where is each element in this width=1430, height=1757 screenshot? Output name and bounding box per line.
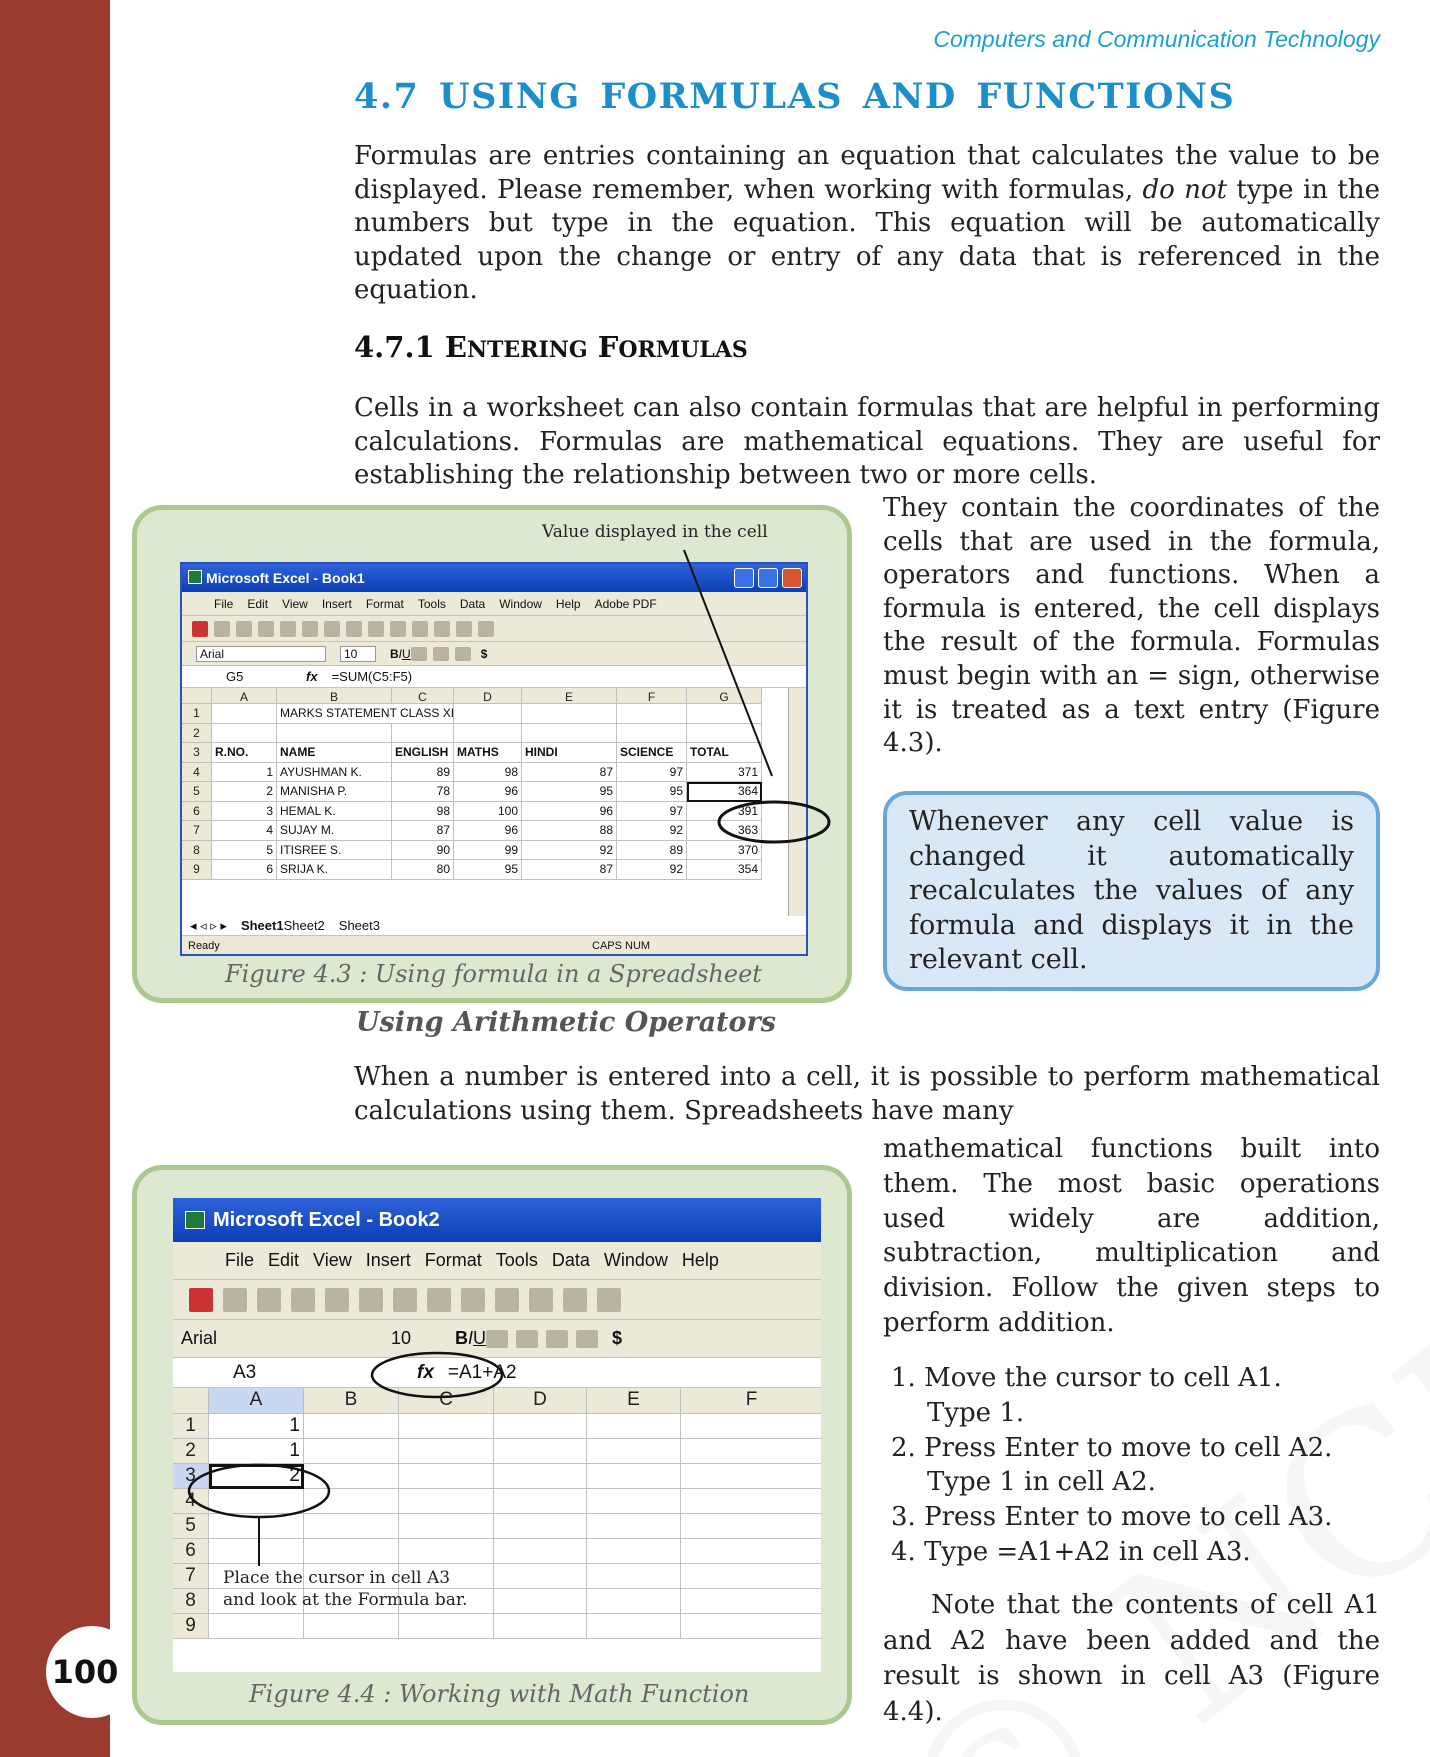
table-cell[interactable]: 96 <box>454 821 522 841</box>
row-header-7[interactable]: 7 <box>182 821 212 841</box>
table-cell[interactable]: 88 <box>522 821 617 841</box>
row-header-6[interactable]: 6 <box>173 1539 209 1564</box>
font-select[interactable]: Arial <box>196 646 326 662</box>
menu-data[interactable]: Data <box>551 1250 590 1270</box>
bold-button[interactable]: B <box>455 1328 468 1348</box>
arithmetic-subheading: Using Arithmetic Operators <box>356 1007 776 1038</box>
arithmetic-paragraph: When a number is entered into a cell, it is possible to perform mathematical calculations using them. Spreadsheets have many <box>354 1062 1380 1126</box>
fig4-callouts <box>137 1170 857 1690</box>
table-cell[interactable]: 92 <box>617 860 687 880</box>
menu-edit[interactable]: Edit <box>268 1250 300 1270</box>
row-header-9[interactable]: 9 <box>173 1614 209 1639</box>
figure-4-4-caption: Figure 4.4 : Working with Math Function <box>249 1680 750 1708</box>
column-header-f[interactable]: F <box>681 1388 821 1414</box>
table-cell[interactable]: 78 <box>392 782 454 802</box>
step-2-detail: Type 1 in cell A2. <box>927 1467 1156 1498</box>
table-cell[interactable]: MATHS <box>454 743 522 763</box>
formulas-paragraph-cont: They contain the coordinates of the cells that are used in the formula, operators and functions. When a formula is entered, the cell displays the result of the formula. Formulas must begin with an = sign, otherwise it is treated as a text entry (Figure 4.3). <box>883 493 1380 759</box>
row-header-1[interactable]: 1 <box>182 704 212 724</box>
table-cell[interactable]: R.NO. <box>212 743 277 763</box>
conclusion-paragraph: Note that the contents of cell A1 and A2 have been added and the result is shown in cell A3 (Figure 4.4). <box>883 1590 1380 1727</box>
menu-view[interactable]: View <box>313 1250 352 1270</box>
menu-window[interactable]: Window <box>603 1250 668 1270</box>
cell-a1[interactable]: 1 <box>209 1414 304 1439</box>
menu-view[interactable]: View <box>282 596 308 611</box>
table-cell[interactable]: 6 <box>212 860 277 880</box>
table-cell[interactable]: HEMAL K. <box>277 802 392 822</box>
column-header-d[interactable]: D <box>454 688 522 704</box>
fig4-annotation <box>223 1567 468 1611</box>
menu-insert[interactable]: Insert <box>321 596 352 611</box>
row-header-3[interactable]: 3 <box>182 743 212 763</box>
arithmetic-paragraph-cont: mathematical functions built into them. The most basic operations used widely are addition, subtraction, multiplication and division. Follow the given steps to perform addition. <box>883 1134 1380 1338</box>
menu-file[interactable]: File <box>225 1250 255 1270</box>
font-size-select[interactable]: 10 <box>391 1328 412 1348</box>
table-cell[interactable]: MANISHA P. <box>277 782 392 802</box>
table-cell[interactable]: 87 <box>522 763 617 783</box>
row-header-6[interactable]: 6 <box>182 802 212 822</box>
menu-tools[interactable]: Tools <box>495 1250 538 1270</box>
row-header-1[interactable]: 1 <box>173 1414 209 1439</box>
menu-help[interactable]: Help <box>555 596 581 611</box>
tab-sheet1[interactable]: Sheet1 <box>240 918 284 933</box>
formulas-paragraph: Cells in a worksheet can also contain formulas that are helpful in performing calculations. Formulas are mathematical equations. They are useful for establishing the relationship between two or more cells. <box>354 393 1380 491</box>
step-3: 3. Press Enter to move to cell A3. <box>891 1502 1333 1533</box>
fx-icon: fx <box>306 669 318 684</box>
italic-button[interactable]: I <box>398 646 403 661</box>
column-header-a[interactable]: A <box>209 1388 304 1414</box>
table-cell[interactable]: 370 <box>687 841 762 861</box>
row-header-2[interactable]: 2 <box>173 1439 209 1464</box>
step-1-detail: Type 1. <box>927 1397 1025 1428</box>
table-cell[interactable]: 354 <box>687 860 762 880</box>
menu-window[interactable]: Window <box>499 596 542 611</box>
name-box[interactable]: G5 <box>226 669 244 684</box>
italic-button[interactable]: I <box>468 1328 474 1348</box>
column-header-f[interactable]: F <box>617 688 687 704</box>
note-box: Whenever any cell value is changed it automatically recalculates the values of any formula and displays it in the relevant cell. <box>883 791 1380 991</box>
formula-input[interactable]: =SUM(C5:F5) <box>331 669 413 684</box>
row-header-8[interactable]: 8 <box>173 1589 209 1614</box>
step-2: 2. Press Enter to move to cell A2. <box>891 1432 1333 1463</box>
column-header-e[interactable]: E <box>587 1388 681 1414</box>
column-header-d[interactable]: D <box>494 1388 587 1414</box>
cell-a2[interactable]: 1 <box>209 1439 304 1464</box>
table-cell[interactable]: 92 <box>617 821 687 841</box>
table-cell[interactable]: 89 <box>392 763 454 783</box>
table-cell[interactable]: 4 <box>212 821 277 841</box>
menu-adobe-pdf[interactable]: Adobe PDF <box>594 596 657 611</box>
formula-ellipse <box>372 1353 502 1397</box>
table-cell[interactable]: 2 <box>212 782 277 802</box>
table-cell[interactable]: SUJAY M. <box>277 821 392 841</box>
font-select[interactable]: Arial <box>181 1328 218 1348</box>
table-cell[interactable]: 87 <box>392 821 454 841</box>
table-cell[interactable]: 3 <box>212 802 277 822</box>
formula-input[interactable]: =A1+A2 <box>447 1361 517 1383</box>
table-cell[interactable]: 80 <box>392 860 454 880</box>
tab-sheet2[interactable]: Sheet2 <box>283 918 325 933</box>
cell-a3[interactable]: 2 <box>209 1464 304 1489</box>
menu-file[interactable]: File <box>214 596 234 611</box>
figure-4-4-frame <box>132 1165 852 1725</box>
steps-list <box>891 1361 1380 1570</box>
table-cell[interactable]: ENGLISH <box>392 743 454 763</box>
annotation-line-1: Place the cursor in cell A3 <box>223 1568 451 1588</box>
step-4: 4. Type =A1+A2 in cell A3. <box>891 1536 1251 1567</box>
table-cell[interactable]: TOTAL <box>687 743 762 763</box>
annotation-line-2: and look at the Formula bar. <box>223 1590 468 1610</box>
bold-button[interactable]: B <box>390 646 399 661</box>
row-header-2[interactable]: 2 <box>182 724 212 744</box>
table-cell[interactable]: 100 <box>454 802 522 822</box>
table-cell[interactable]: HINDI <box>522 743 617 763</box>
status-ready: Ready <box>188 939 220 952</box>
table-cell[interactable]: SRIJA K. <box>277 860 392 880</box>
table-cell[interactable]: 5 <box>212 841 277 861</box>
status-caps-num: CAPS NUM <box>592 939 651 952</box>
table-cell[interactable]: 364 <box>687 782 762 802</box>
row-header-7[interactable]: 7 <box>173 1564 209 1589</box>
menu-insert[interactable]: Insert <box>365 1250 411 1270</box>
table-cell[interactable]: NAME <box>277 743 392 763</box>
menu-data[interactable]: Data <box>459 596 486 611</box>
menu-tools[interactable]: Tools <box>417 596 446 611</box>
row-header-5[interactable]: 5 <box>182 782 212 802</box>
menu-format[interactable]: Format <box>365 596 404 611</box>
menu-help[interactable]: Help <box>681 1250 719 1270</box>
row-header-4[interactable]: 4 <box>173 1489 209 1514</box>
menu-format[interactable]: Format <box>424 1250 482 1270</box>
currency-button[interactable]: $ <box>480 646 488 661</box>
table-cell[interactable]: 95 <box>454 860 522 880</box>
fx-icon: fx <box>417 1361 434 1383</box>
fig3-annotation: Value displayed in the cell <box>542 522 768 542</box>
table-cell[interactable]: 89 <box>617 841 687 861</box>
sheet-title-cell[interactable]: MARKS STATEMENT CLASS XI <box>277 704 392 724</box>
column-header-b[interactable]: B <box>304 1388 399 1414</box>
table-cell[interactable]: 99 <box>454 841 522 861</box>
table-cell[interactable]: 90 <box>392 841 454 861</box>
table-cell[interactable]: 97 <box>617 763 687 783</box>
callout-ellipse <box>719 802 829 842</box>
column-header-c[interactable]: C <box>392 688 454 704</box>
row-header-4[interactable]: 4 <box>182 763 212 783</box>
column-header-e[interactable]: E <box>522 688 617 704</box>
table-cell[interactable]: 98 <box>454 763 522 783</box>
column-header-g[interactable]: G <box>687 688 762 704</box>
currency-button[interactable]: $ <box>612 1328 623 1348</box>
section-heading: 4.7 USING FORMULAS AND FUNCTIONS <box>354 76 1236 117</box>
table-cell[interactable]: 95 <box>522 782 617 802</box>
subsection-heading: 4.7.1 ENTERING FORMULAS <box>354 330 748 364</box>
table-cell[interactable]: 92 <box>522 841 617 861</box>
row-header-8[interactable]: 8 <box>182 841 212 861</box>
window-title: Microsoft Excel - Book1 <box>206 570 365 586</box>
table-cell[interactable]: 87 <box>522 860 617 880</box>
menu-edit[interactable]: Edit <box>247 596 269 611</box>
tab-sheet3[interactable]: Sheet3 <box>338 918 380 933</box>
tab-nav-icon[interactable]: ◂ ◃ ▹ ▸ <box>190 917 227 933</box>
table-cell[interactable]: AYUSHMAN K. <box>277 763 392 783</box>
row-header-5[interactable]: 5 <box>173 1514 209 1539</box>
table-cell[interactable]: 97 <box>617 802 687 822</box>
column-header-a[interactable]: A <box>212 688 277 704</box>
underline-button[interactable]: U <box>473 1328 487 1348</box>
table-cell[interactable]: 391 <box>687 802 762 822</box>
table-cell[interactable]: 96 <box>522 802 617 822</box>
table-cell[interactable]: 1 <box>212 763 277 783</box>
step-1: 1. Move the cursor to cell A1. <box>891 1363 1282 1393</box>
column-header-c[interactable]: C <box>399 1388 494 1414</box>
callout-line <box>684 550 772 776</box>
row-header-9[interactable]: 9 <box>182 860 212 880</box>
table-cell[interactable]: 363 <box>687 821 762 841</box>
row-header-3[interactable]: 3 <box>173 1464 209 1489</box>
underline-button[interactable]: U <box>402 646 411 661</box>
figure-4-3-caption: Figure 4.3 : Using formula in a Spreadsheet <box>225 960 762 988</box>
table-cell[interactable]: 96 <box>454 782 522 802</box>
page-number: 100 <box>46 1626 138 1718</box>
table-cell[interactable]: 98 <box>392 802 454 822</box>
column-header-b[interactable]: B <box>277 688 392 704</box>
table-cell[interactable]: 371 <box>687 763 762 783</box>
table-cell[interactable]: ITISREE S. <box>277 841 392 861</box>
name-box[interactable]: A3 <box>233 1361 257 1383</box>
table-cell[interactable]: 95 <box>617 782 687 802</box>
running-header: Computers and Communication Technology <box>933 26 1380 52</box>
cell-a3-ellipse <box>189 1465 329 1517</box>
figure-4-3-frame <box>132 505 852 1003</box>
table-cell[interactable]: SCIENCE <box>617 743 687 763</box>
fig3-callout <box>137 510 857 950</box>
font-size-select[interactable]: 10 <box>340 646 376 662</box>
intro-paragraph: Formulas are entries containing an equation that calculates the value to be displayed. Please remember, when working with formulas, do not type in the numbers but type in the equation. This equation will be automatically updated upon the change or entry of any data that is referenced in the equation. <box>354 141 1380 306</box>
window-title: Microsoft Excel - Book2 <box>213 1208 440 1231</box>
page-margin-band <box>0 0 110 1757</box>
